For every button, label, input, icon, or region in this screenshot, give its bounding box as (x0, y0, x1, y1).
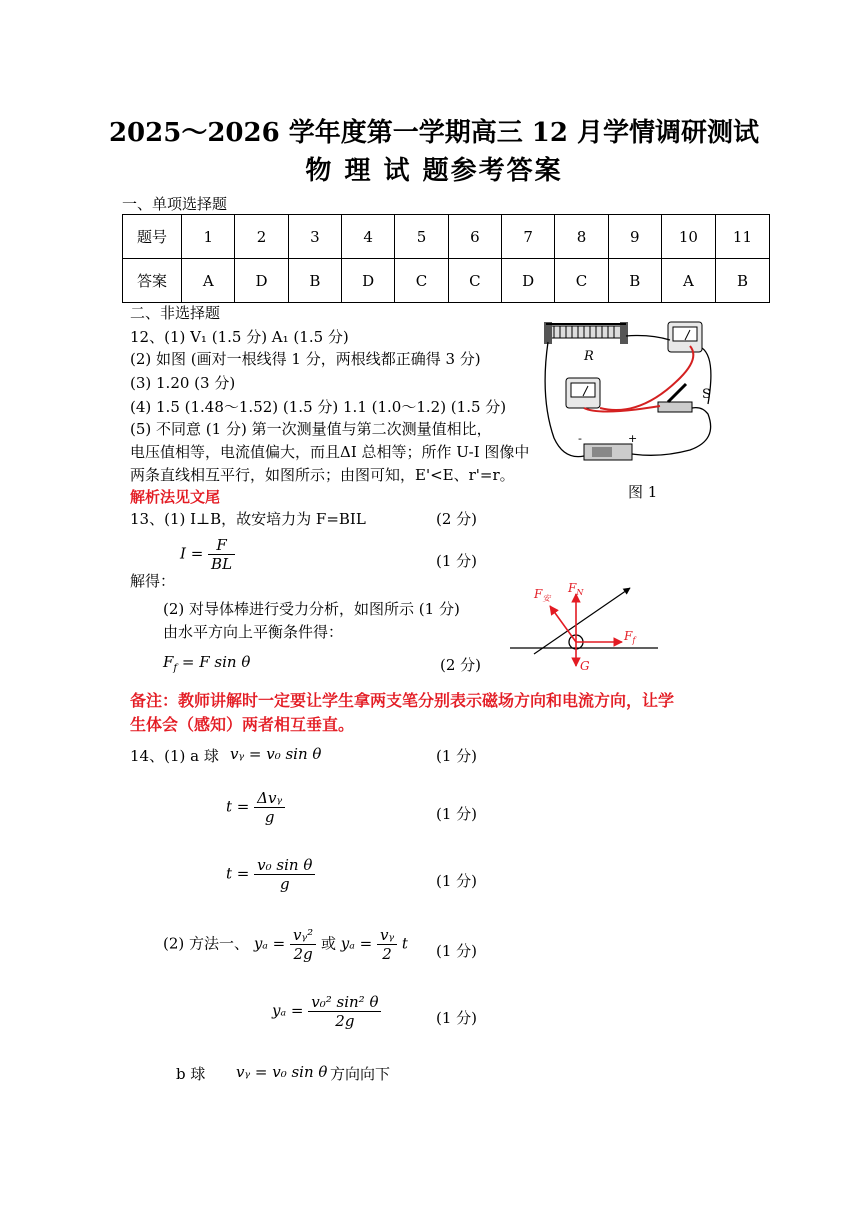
q14-eq-1: vᵧ = v₀ sin θ (230, 745, 322, 763)
eq-lhs: t = (226, 864, 250, 883)
table-cell: 7 (502, 215, 555, 259)
eq-lhs: yₐ = (272, 1001, 304, 1020)
denominator: g (264, 808, 275, 826)
table-cell: A (661, 259, 715, 303)
numerator: v₀ sin θ (254, 856, 315, 875)
denominator: 2g (293, 945, 313, 963)
q12-note: 解析法见文尾 (130, 488, 221, 506)
label-FN: $F_N$ (568, 581, 584, 597)
ammeter-icon (668, 322, 702, 352)
q12-line-6: 电压值相等，电流值偏大，而且ΔI 总相等；所作 U-I 图像中 (130, 443, 530, 461)
q13-line-2: (2) 对导体棒进行受力分析，如图所示 (1 分) (163, 600, 460, 618)
eq-lhs: yₐ = (340, 934, 373, 953)
q13-eq-f (163, 653, 250, 674)
label-Ff: $F_f$ (624, 629, 636, 645)
numerator: vᵧ (377, 926, 397, 945)
q14-b-eq: vᵧ = v₀ sin θ (236, 1063, 328, 1081)
fraction (377, 926, 397, 963)
denominator: BL (211, 555, 233, 573)
figure-caption: 图 1 (628, 483, 658, 501)
section1-heading: 一、单项选择题 (122, 195, 228, 213)
denominator: g (279, 875, 290, 893)
remark-line-1: 备注：教师讲解时一定要让学生拿两支笔分别表示磁场方向和电流方向，让学 (130, 691, 675, 710)
q14-eq-3 (226, 856, 315, 893)
q14-part2 (163, 926, 408, 963)
numerator: Δvᵧ (254, 789, 285, 808)
rheostat-icon (544, 322, 628, 344)
q13-score-2: (1 分) (436, 552, 478, 570)
q12-line-2: (2) 如图 (画对一根线得 1 分，两根线都正确得 3 分) (130, 350, 481, 368)
table-cell: D (235, 259, 288, 303)
q12-line-5: (5) 不同意 (1 分) 第一次测量值与第二次测量值相比， (130, 420, 492, 438)
table-cell: 3 (288, 215, 341, 259)
eq-lhs: t = (226, 797, 250, 816)
answer-table (122, 214, 770, 303)
q12-line-3: (3) 1.20 (3 分) (130, 374, 236, 392)
table-cell: 答案 (123, 259, 182, 303)
eq-rhs: = F sin θ (177, 653, 251, 671)
table-cell: 6 (448, 215, 501, 259)
q14-score-3: (1 分) (436, 872, 478, 890)
table-row (123, 215, 770, 259)
q13-eq-I (180, 536, 235, 573)
table-cell: D (502, 259, 555, 303)
or-text: 或 (320, 934, 336, 953)
eq-t: t (401, 934, 408, 953)
table-cell: 10 (661, 215, 715, 259)
fraction (254, 789, 285, 826)
numerator: F (208, 536, 235, 555)
battery-icon (578, 432, 637, 460)
q14-b-dir: 方向向下 (330, 1065, 391, 1083)
force-diagram (510, 580, 670, 672)
table-row (123, 259, 770, 303)
table-cell: 题号 (123, 215, 182, 259)
table-cell: C (395, 259, 448, 303)
denominator: 2 (382, 945, 392, 963)
part-prefix: (2) 方法一、 (163, 934, 250, 953)
eq-subscript: f (173, 663, 178, 674)
table-cell: 4 (342, 215, 395, 259)
q14-score-5: (1 分) (436, 1009, 478, 1027)
numerator: vᵧ² (290, 926, 316, 945)
label-G: G (580, 659, 590, 672)
label-S: S (702, 387, 711, 402)
label-R: R (584, 349, 594, 364)
table-cell: D (342, 259, 395, 303)
table-cell: B (608, 259, 661, 303)
table-cell: 11 (715, 215, 769, 259)
q13-line-1: 13、(1) I⊥B，故安培力为 F=BIL (130, 510, 366, 528)
fraction (290, 926, 316, 963)
q13-line-3: 由水平方向上平衡条件得： (163, 623, 344, 641)
q12-line-1: 12、(1) V₁ (1.5 分) A₁ (1.5 分) (130, 328, 349, 346)
eq-lhs: yₐ = (253, 934, 286, 953)
q13-score-1: (2 分) (436, 510, 478, 528)
denominator: 2g (335, 1012, 355, 1030)
switch-icon (658, 384, 692, 412)
table-cell: B (288, 259, 341, 303)
q14-line-1: 14、(1) a 球 (130, 747, 219, 765)
q12-line-7: 两条直线相互平行，如图所示；由图可知，E'<E、r'=r。 (130, 466, 515, 484)
svg-text:+: + (628, 432, 638, 445)
numerator: v₀² sin² θ (308, 993, 381, 1012)
circuit-figure (540, 318, 740, 478)
table-cell: C (448, 259, 501, 303)
table-cell: C (555, 259, 608, 303)
table-cell: 8 (555, 215, 608, 259)
fraction (208, 536, 235, 573)
title-line-1: 2025～2026 学年度第一学期高三 12 月学情调研测试 (108, 118, 760, 148)
title-line-2: 物 理 试 题参考答案 (305, 156, 563, 186)
section2-heading: 二、非选择题 (130, 304, 221, 322)
table-cell: B (715, 259, 769, 303)
table-cell: 2 (235, 215, 288, 259)
table-cell: A (182, 259, 235, 303)
q14-score-2: (1 分) (436, 805, 478, 823)
fraction (308, 993, 381, 1030)
eq-symbol: F (163, 653, 174, 671)
q14-eq-2 (226, 789, 285, 826)
q12-line-4: (4) 1.5 (1.48～1.52) (1.5 分) 1.1 (1.0～1.2) (1.5 分) (130, 398, 507, 416)
q14-score-1: (1 分) (436, 747, 478, 765)
q13-score-3: (2 分) (440, 656, 482, 674)
remark-line-2: 生体会（感知）两者相互垂直。 (130, 715, 355, 734)
table-cell: 9 (608, 215, 661, 259)
voltmeter-icon (566, 378, 600, 408)
fraction (254, 856, 315, 893)
q14-eq-5 (272, 993, 381, 1030)
q14-score-4: (1 分) (436, 942, 478, 960)
q13-solve: 解得： (130, 572, 176, 590)
table-cell: 5 (395, 215, 448, 259)
table-cell: 1 (182, 215, 235, 259)
svg-text:-: - (578, 432, 582, 445)
q14-b-prefix: b 球 (176, 1065, 206, 1083)
label-F-an: $F_安$ (534, 587, 551, 603)
eq-lhs: I = (180, 544, 204, 563)
